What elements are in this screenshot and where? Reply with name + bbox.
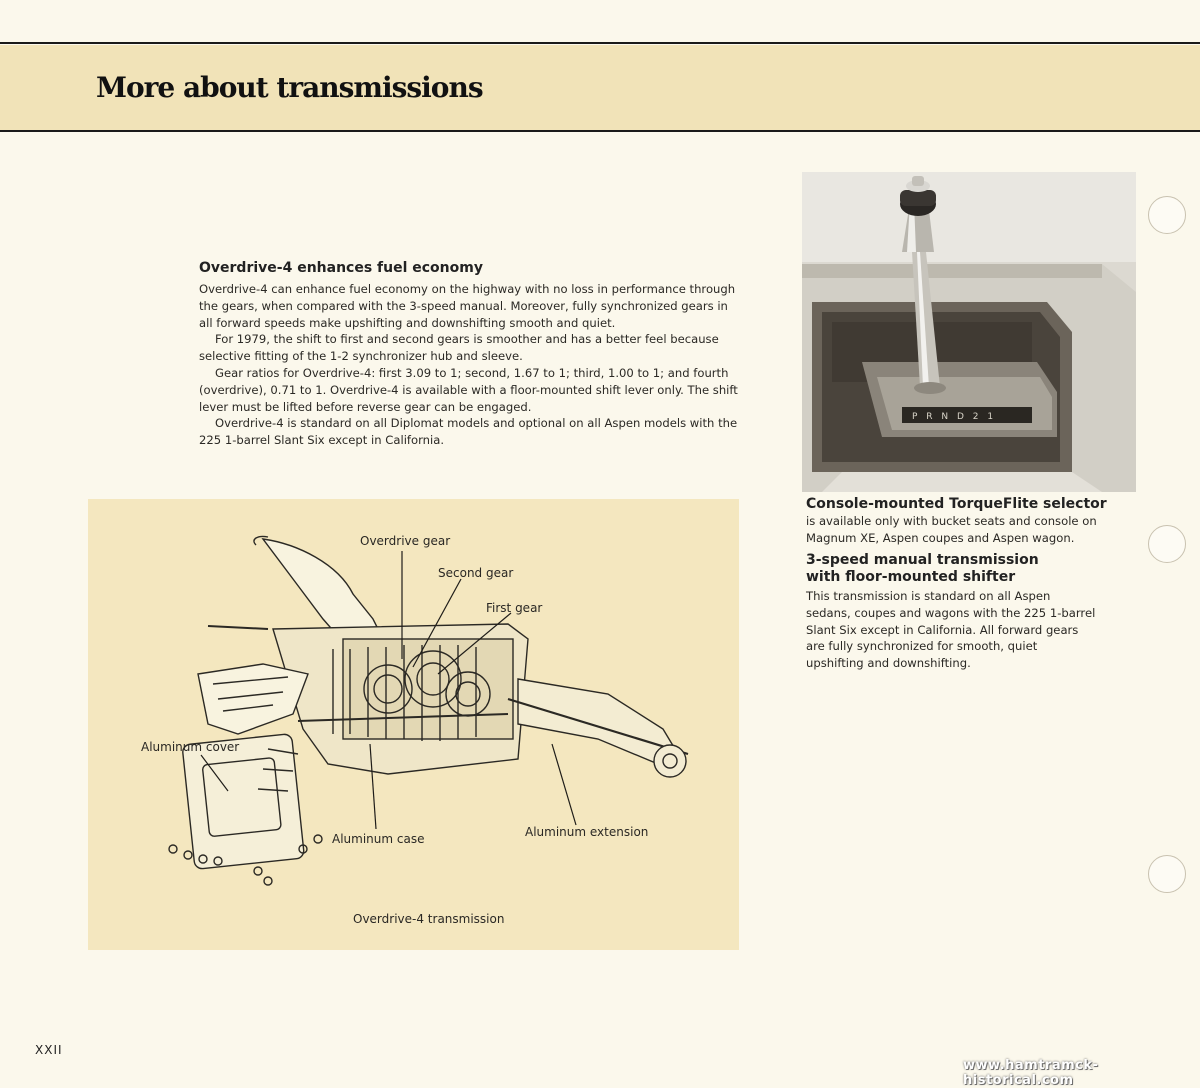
top-rule (0, 42, 1200, 44)
overdrive-paragraph: Gear ratios for Overdrive-4: first 3.09 to 1; second, 1.67 to 1; third, 1.00 to 1; and fourth (overdrive), 0.71 to 1. Overdrive-4 is available with a floor-mounted shift lever only. The shift lever must be lifted before reverse gear can be engaged. (199, 365, 738, 414)
binder-hole-middle (1148, 525, 1186, 563)
overdrive-paragraph: For 1979, the shift to first and second gears is smoother and has a better feel because selective fitting of the 1-2 synchronizer hub and sleeve. (199, 332, 719, 364)
page-number: XXII (35, 1043, 63, 1057)
overdrive-paragraph: Overdrive-4 can enhance fuel economy on the highway with no loss in performance through the gears, when compared with the 3-speed manual. Moreover, fully synchronized gears in all forward speeds make upshifting and downshifting smooth and quiet. (199, 282, 736, 330)
binder-hole-bottom (1148, 855, 1186, 893)
header-bottom-rule (0, 130, 1200, 132)
console-heading: Console-mounted TorqueFlite selector (806, 496, 1107, 512)
callout-aluminum-case: Aluminum case (332, 832, 425, 846)
overdrive-body (199, 281, 744, 449)
page-title: More about transmissions (96, 71, 483, 104)
shifter-photo-illustration (802, 172, 1136, 492)
transmission-diagram (88, 499, 739, 950)
binder-hole-top (1148, 196, 1186, 234)
console-section (806, 496, 1126, 547)
overdrive-paragraph: Overdrive-4 is standard on all Diplomat models and optional on all Aspen models with the 225 1-barrel Slant Six except in California. (199, 416, 738, 448)
callout-overdrive-gear: Overdrive gear (360, 534, 451, 548)
svg-text:P R N D 2 1: P R N D 2 1 (912, 412, 997, 422)
callout-aluminum-cover: Aluminum cover (141, 740, 240, 754)
transmission-cutaway-illustration (88, 499, 739, 950)
watermark: www.hamtramck-historical.com (963, 1058, 1099, 1088)
overdrive-heading: Overdrive-4 enhances fuel economy (199, 260, 483, 276)
diagram-caption: Overdrive-4 transmission (353, 912, 505, 926)
callout-first-gear: First gear (486, 601, 543, 615)
manual-heading: 3-speed manual transmission with floor-mounted shifter (806, 552, 1039, 585)
callout-aluminum-extension: Aluminum extension (525, 825, 649, 839)
manual-section (806, 552, 1126, 672)
callout-second-gear: Second gear (438, 566, 514, 580)
manual-body: This transmission is standard on all Aspen sedans, coupes and wagons with the 225 1-barrel Slant Six except in California. All forward gears are fully synchronized for smooth, quiet upshifting and downshifting. (806, 589, 1096, 671)
shifter-photo (802, 172, 1136, 492)
console-body: is available only with bucket seats and console on Magnum XE, Aspen coupes and Aspen wagon. (806, 514, 1097, 545)
